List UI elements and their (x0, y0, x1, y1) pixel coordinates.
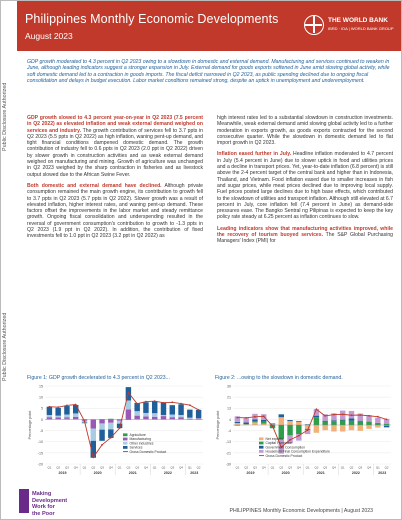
bar-segment (366, 425, 371, 429)
left-column (27, 115, 203, 245)
x-tick-label: Q3 (100, 465, 104, 470)
bar-segment (322, 425, 327, 430)
paragraph (217, 226, 393, 245)
legend-label: Services (129, 445, 143, 450)
bar-segment (287, 420, 292, 421)
gdp-point (75, 404, 77, 406)
world-bank-logo (304, 15, 394, 37)
x-year-label: 2022 (163, 471, 172, 475)
y-tick-label: 21 (227, 395, 231, 400)
x-tick-label: Q1 (117, 465, 122, 470)
y-tick-label: -4 (227, 428, 231, 433)
bar-segment (55, 408, 60, 416)
bar-segment (340, 420, 345, 425)
paragraph-body: Although private consumption remained the main growth engine, its contribution to growth fell to 3.7 ppts in Q2 2023 (5.7 ppts in Q2 2022). Slower growth was a result of elevated inflation, higher interest rates, and waning pent-up demand. These factors offset the improvements in the labor market and steady remittance growth. Ongoing fiscal consolidation and underspending resulted in the reversal of government consumption's contribution to growth to -1.3 ppts in Q2 2023 (1.9 ppt in Q2 2022). In addition, the contribution of fixed investments fell to 1.0 ppt in Q2 2023 (3.2 ppt in Q2 2022) as (27, 182, 204, 240)
legend-label: Agriculture (129, 433, 146, 437)
bar-segment (73, 413, 78, 417)
y-tick-label: -30 (225, 462, 231, 467)
bar-segment (296, 422, 301, 425)
bar-segment (64, 417, 69, 419)
legend-swatch (259, 450, 264, 453)
bar-segment (178, 417, 183, 419)
gdp-point (154, 400, 156, 402)
paragraph-body: Headline inflation moderated to 4.7 percent in July (5.4 percent in June) due to slower uptick in food and utilities prices and a decline in transport prices. Yet, year-to-date inflation (6.8 percent) is still above the 2-4 percent target of the central bank and higher than in Indonesia, Thailand, and Vietnam. Food inflation eased due to smaller increases in fish and sugar prices, while meat prices declined due to improving local supply. Fuel prices posted large declines due to high base effects, which contributed to the slowdown of utilities and transport inflation. Although still elevated at 6.7 percent in July, core inflation fell (7.4 percent in June) as demand-side pressures ease. The Bangko Sentral ng Pilipinas is expected to keep the key policy rate steady at 6.25 percent as inflation continues to slow. (217, 151, 394, 221)
bar-segment (279, 414, 284, 417)
bar-segment (64, 415, 69, 418)
bar-segment (235, 423, 240, 425)
bar-segment (187, 418, 192, 419)
x-tick-label: Q1 (47, 465, 52, 470)
bar-segment (331, 421, 336, 425)
legend-label: Other industries (129, 441, 154, 446)
gdp-point (351, 414, 353, 416)
x-tick-label: Q2 (244, 465, 249, 470)
disclosure-label-top: Public Disclosure Authorized (2, 82, 8, 151)
bar-segment (108, 423, 113, 430)
y-tick-label: -20 (37, 462, 43, 467)
bar-segment (331, 420, 336, 421)
logo-line: Development (32, 497, 68, 504)
x-tick-label: Q1 (235, 465, 240, 470)
footer-logo (19, 489, 91, 515)
figure-1-title: Figure 1: GDP growth decelerated to 4.3 percent in Q2 2023... (27, 375, 170, 381)
bar-segment (314, 417, 319, 425)
bar-segment (287, 421, 292, 425)
bar-segment (178, 404, 183, 415)
gdp-point (272, 425, 274, 427)
bar-segment (252, 421, 257, 422)
gdp-point (298, 435, 300, 437)
y-tick-label: -21 (225, 451, 231, 456)
bar-segment (296, 425, 301, 434)
report-header (17, 1, 402, 51)
x-tick-label: Q1 (82, 465, 87, 470)
gdp-point (189, 404, 191, 406)
x-tick-label: Q1 (187, 465, 192, 470)
gdp-point (324, 415, 326, 417)
bar-segment (161, 403, 166, 415)
bar-segment (152, 401, 157, 413)
bar-segment (143, 417, 148, 420)
bar-segment (55, 416, 60, 418)
x-tick-label: Q1 (270, 465, 275, 470)
bar-segment (91, 420, 96, 429)
bar-segment (134, 411, 139, 415)
bar-segment (178, 415, 183, 417)
legend-label: Gross Domestic Product (129, 449, 167, 454)
x-year-label: 2020 (281, 471, 290, 475)
x-year-label: 2020 (93, 471, 102, 475)
legend-swatch (123, 442, 128, 445)
gdp-point (110, 437, 112, 439)
legend-label: Gross Domestic Product (265, 453, 303, 458)
bar-segment (314, 416, 319, 418)
y-tick-label: 13 (227, 406, 231, 411)
bar-segment (55, 417, 60, 419)
gdp-point (66, 404, 68, 406)
gdp-point (333, 414, 335, 416)
bar-segment (287, 425, 292, 435)
x-tick-label: Q1 (340, 465, 345, 470)
y-axis-label: Percentage point (216, 410, 220, 440)
disclosure-label-bottom: Public Disclosure Authorized (2, 312, 8, 381)
bar-segment (187, 410, 192, 418)
figure-2 (215, 375, 393, 483)
x-tick-label: Q2 (384, 465, 389, 470)
bar-segment (47, 407, 52, 415)
bar-segment (375, 418, 380, 423)
figure-1 (27, 375, 205, 483)
gdp-point (127, 392, 129, 394)
x-tick-label: Q4 (179, 465, 183, 470)
gdp-point (163, 402, 165, 404)
x-tick-label: Q2 (126, 465, 131, 470)
figure-2-chart (215, 384, 393, 484)
legend-swatch (123, 446, 128, 449)
paragraph-heading: GDP growth slowed to 4.3 percent year-on-year in Q2 2023 (7.5 percent in Q2 2022) as elevated inflation and weak external demand weighed on services and industry. (27, 115, 203, 134)
logo-text-sub: IBRD · IDA | WORLD BANK GROUP (328, 26, 394, 31)
bar-segment (47, 415, 52, 417)
x-tick-label: Q4 (367, 465, 371, 470)
x-year-label: 2021 (128, 471, 137, 475)
bar-segment (152, 417, 157, 420)
gdp-point (119, 427, 121, 429)
paragraph-heading: Inflation eased further in July. (217, 151, 292, 158)
legend-swatch (123, 433, 128, 436)
gdp-point (136, 403, 138, 405)
bar-segment (375, 425, 380, 428)
paragraph-body: high interest rates led to a substantial slowdown in construction investments. Meanwhile, weak external demand amid slowing global activity led to a further moderation in exports growth, as goods exports contracted for the second consecutive quarter. While the slowdown in domestic demand led to flat import growth in Q2 2023. (217, 115, 393, 147)
gdp-point (101, 444, 103, 446)
bar-segment (243, 423, 248, 425)
paragraph (217, 151, 393, 220)
x-tick-label: Q4 (296, 465, 301, 470)
bar-segment (375, 423, 380, 425)
x-tick-label: Q3 (323, 465, 328, 470)
bar-segment (196, 410, 201, 418)
paragraph (27, 115, 203, 178)
y-tick-label: -15 (37, 451, 43, 456)
gdp-point (180, 403, 182, 405)
legend-swatch (259, 446, 264, 449)
bar-segment (296, 421, 301, 422)
bar-segment (170, 405, 175, 414)
gdp-point (48, 406, 50, 408)
x-tick-label: Q2 (314, 465, 319, 470)
logo-line: Work for (32, 504, 55, 510)
bar-segment (349, 425, 354, 430)
x-tick-label: Q3 (288, 465, 292, 470)
bar-segment (170, 415, 175, 418)
legend-label: Household Final Consumption Expenditure (265, 449, 330, 454)
logo-line: the Poor (32, 510, 55, 517)
x-year-label: 2023 (190, 471, 199, 475)
x-tick-label: Q2 (56, 465, 61, 470)
gdp-point (386, 419, 388, 421)
paragraph (27, 183, 203, 240)
gdp-point (198, 409, 200, 411)
x-tick-label: Q2 (196, 465, 201, 470)
bar-segment (161, 416, 166, 419)
bar-segment (91, 429, 96, 441)
bar-segment (314, 425, 319, 433)
report-date: August 2023 (25, 31, 73, 41)
y-tick-label: 15 (39, 384, 43, 389)
gdp-point (359, 414, 361, 416)
bar-segment (73, 405, 78, 413)
y-tick-label: 10 (39, 395, 43, 400)
globe-icon (304, 15, 324, 35)
x-tick-label: Q2 (279, 465, 284, 470)
legend-swatch (259, 442, 264, 445)
summary-text: GDP growth moderated to 4.3 percent in Q2 2023 owing to a slowdown in domestic and external demand. Manufacturing and services continued to weaken in June, although leading indicators suggest a stronger expansion in July. External demand for goods exports softened in June amid slowing global activity, while soft domestic demand led to a contraction in goods imports. The fiscal deficit narrowed in Q2 2023, as public spending declined due to ongoing fiscal consolidation and delays in budget execution. Labor market conditions remained strong, despite an uptick in unemployment and underemployment. (27, 59, 390, 85)
x-tick-label: Q1 (152, 465, 157, 470)
bar-segment (152, 413, 157, 417)
bar-segment (340, 425, 345, 432)
right-column (217, 115, 393, 250)
logo-line: Making (32, 491, 52, 497)
bar-segment (366, 422, 371, 425)
x-tick-label: Q4 (144, 465, 148, 470)
legend-swatch (259, 437, 264, 440)
gdp-point (171, 401, 173, 403)
logo-text-main: THE WORLD BANK (328, 17, 388, 24)
gdp-point (263, 415, 265, 417)
gdp-point (307, 429, 309, 431)
footer-text: PHILIPPINES Monthly Economic Developments | August 2023 (229, 508, 373, 514)
x-tick-label: Q3 (135, 465, 140, 470)
paragraph-heading: Leading indicators show that manufacturing activities improved, while the recovery of tourism buoyed services. (217, 225, 393, 239)
figure-2-title: Figure 2: ...owing to the slowdown in domestic demand. (215, 375, 343, 381)
gdp-point (377, 416, 379, 418)
legend-label: Manufacturing (129, 437, 151, 442)
x-year-label: 2019 (246, 471, 255, 475)
bar-segment (99, 419, 104, 423)
paragraph-heading: Both domestic and external demand have declined. (27, 182, 162, 189)
gdp-point (84, 420, 86, 422)
gdp-point (145, 401, 147, 403)
gdp-point (92, 456, 94, 458)
x-tick-label: Q4 (108, 465, 113, 470)
bar-segment (384, 426, 389, 428)
bar-segment (108, 429, 113, 437)
bar-segment (349, 421, 354, 425)
x-year-label: 2021 (316, 471, 325, 475)
bar-segment (261, 420, 266, 422)
gdp-point (315, 408, 317, 410)
x-tick-label: Q3 (358, 465, 363, 470)
x-tick-label: Q3 (253, 465, 257, 470)
bar-segment (235, 422, 240, 423)
bar-segment (108, 419, 113, 422)
gdp-point (254, 416, 256, 418)
x-tick-label: Q1 (305, 465, 310, 470)
bar-segment (322, 422, 327, 425)
y-tick-label: 4 (229, 417, 231, 422)
x-year-label: 2023 (378, 471, 387, 475)
bar-segment (358, 421, 363, 425)
bar-segment (358, 425, 363, 431)
bar-segment (134, 416, 139, 419)
logo-badge-icon (19, 489, 29, 513)
paragraph-body: The S&P Global Purchasing Managers' Index (PMI) for (217, 232, 393, 245)
bar-segment (47, 417, 52, 419)
bar-segment (252, 419, 257, 421)
gdp-point (245, 417, 247, 419)
bar-segment (143, 402, 148, 413)
x-tick-label: Q1 (375, 465, 380, 470)
bar-segment (261, 422, 266, 424)
bar-segment (73, 417, 78, 419)
bar-segment (322, 421, 327, 422)
x-tick-label: Q4 (73, 465, 78, 470)
x-tick-label: Q2 (161, 465, 166, 470)
bar-segment (279, 417, 284, 425)
x-tick-label: Q3 (170, 465, 175, 470)
bar-segment (99, 430, 104, 441)
figure-1-chart (27, 384, 205, 484)
x-tick-label: Q2 (349, 465, 354, 470)
y-tick-label: 0 (41, 417, 43, 422)
y-tick-label: 30 (227, 384, 231, 389)
legend-label: Net exports (265, 437, 283, 441)
x-tick-label: Q2 (91, 465, 96, 470)
bar-segment (349, 418, 354, 420)
y-tick-label: 5 (41, 406, 43, 411)
legend-label: Capital Formation (265, 441, 293, 446)
x-tick-label: Q3 (65, 465, 69, 470)
x-tick-label: Q4 (261, 465, 266, 470)
paragraph-body: The growth contribution of services fell to 3.7 ppts in Q2 2023 (5.5 ppts in Q2 2022) as high inflation, waning pent-up demand, and tight financial conditions dampened domestic demand. The growth contribution of industry fell to 0.6 ppts in Q2 2023 (2.0 ppt in Q2 2022) driven by slower growth in construction activities and as weak external demand weighed on manufacturing and mining. Growth of agriculture was unchanged in Q2 2023 weighed by the sharp contraction in fisheries and as livestock output slowed due to the African Swine Fever. (27, 127, 203, 178)
gdp-point (57, 406, 59, 408)
report-title: Philippines Monthly Economic Developments (25, 12, 279, 26)
disclosure-strip (1, 1, 17, 520)
y-tick-label: -5 (39, 428, 43, 433)
bar-segment (170, 417, 175, 419)
y-axis-label: Percentage point (28, 410, 32, 440)
bar-segment (331, 425, 336, 432)
bar-segment (358, 421, 363, 422)
gdp-point (236, 417, 238, 419)
y-tick-label: -13 (225, 440, 231, 445)
bar-segment (99, 423, 104, 429)
y-tick-label: -10 (37, 440, 43, 445)
x-year-label: 2022 (351, 471, 360, 475)
bar-segment (340, 420, 345, 421)
bar-segment (64, 406, 69, 414)
gdp-point (368, 415, 370, 417)
legend-swatch (123, 438, 128, 441)
bar-segment (161, 415, 166, 416)
x-tick-label: Q4 (332, 465, 336, 470)
paragraph (217, 115, 393, 146)
x-year-label: 2019 (58, 471, 67, 475)
bar-segment (252, 422, 257, 425)
gdp-point (342, 413, 344, 415)
bar-segment (143, 413, 148, 417)
bar-segment (126, 409, 131, 419)
legend-label: Government Consumption (265, 445, 306, 450)
